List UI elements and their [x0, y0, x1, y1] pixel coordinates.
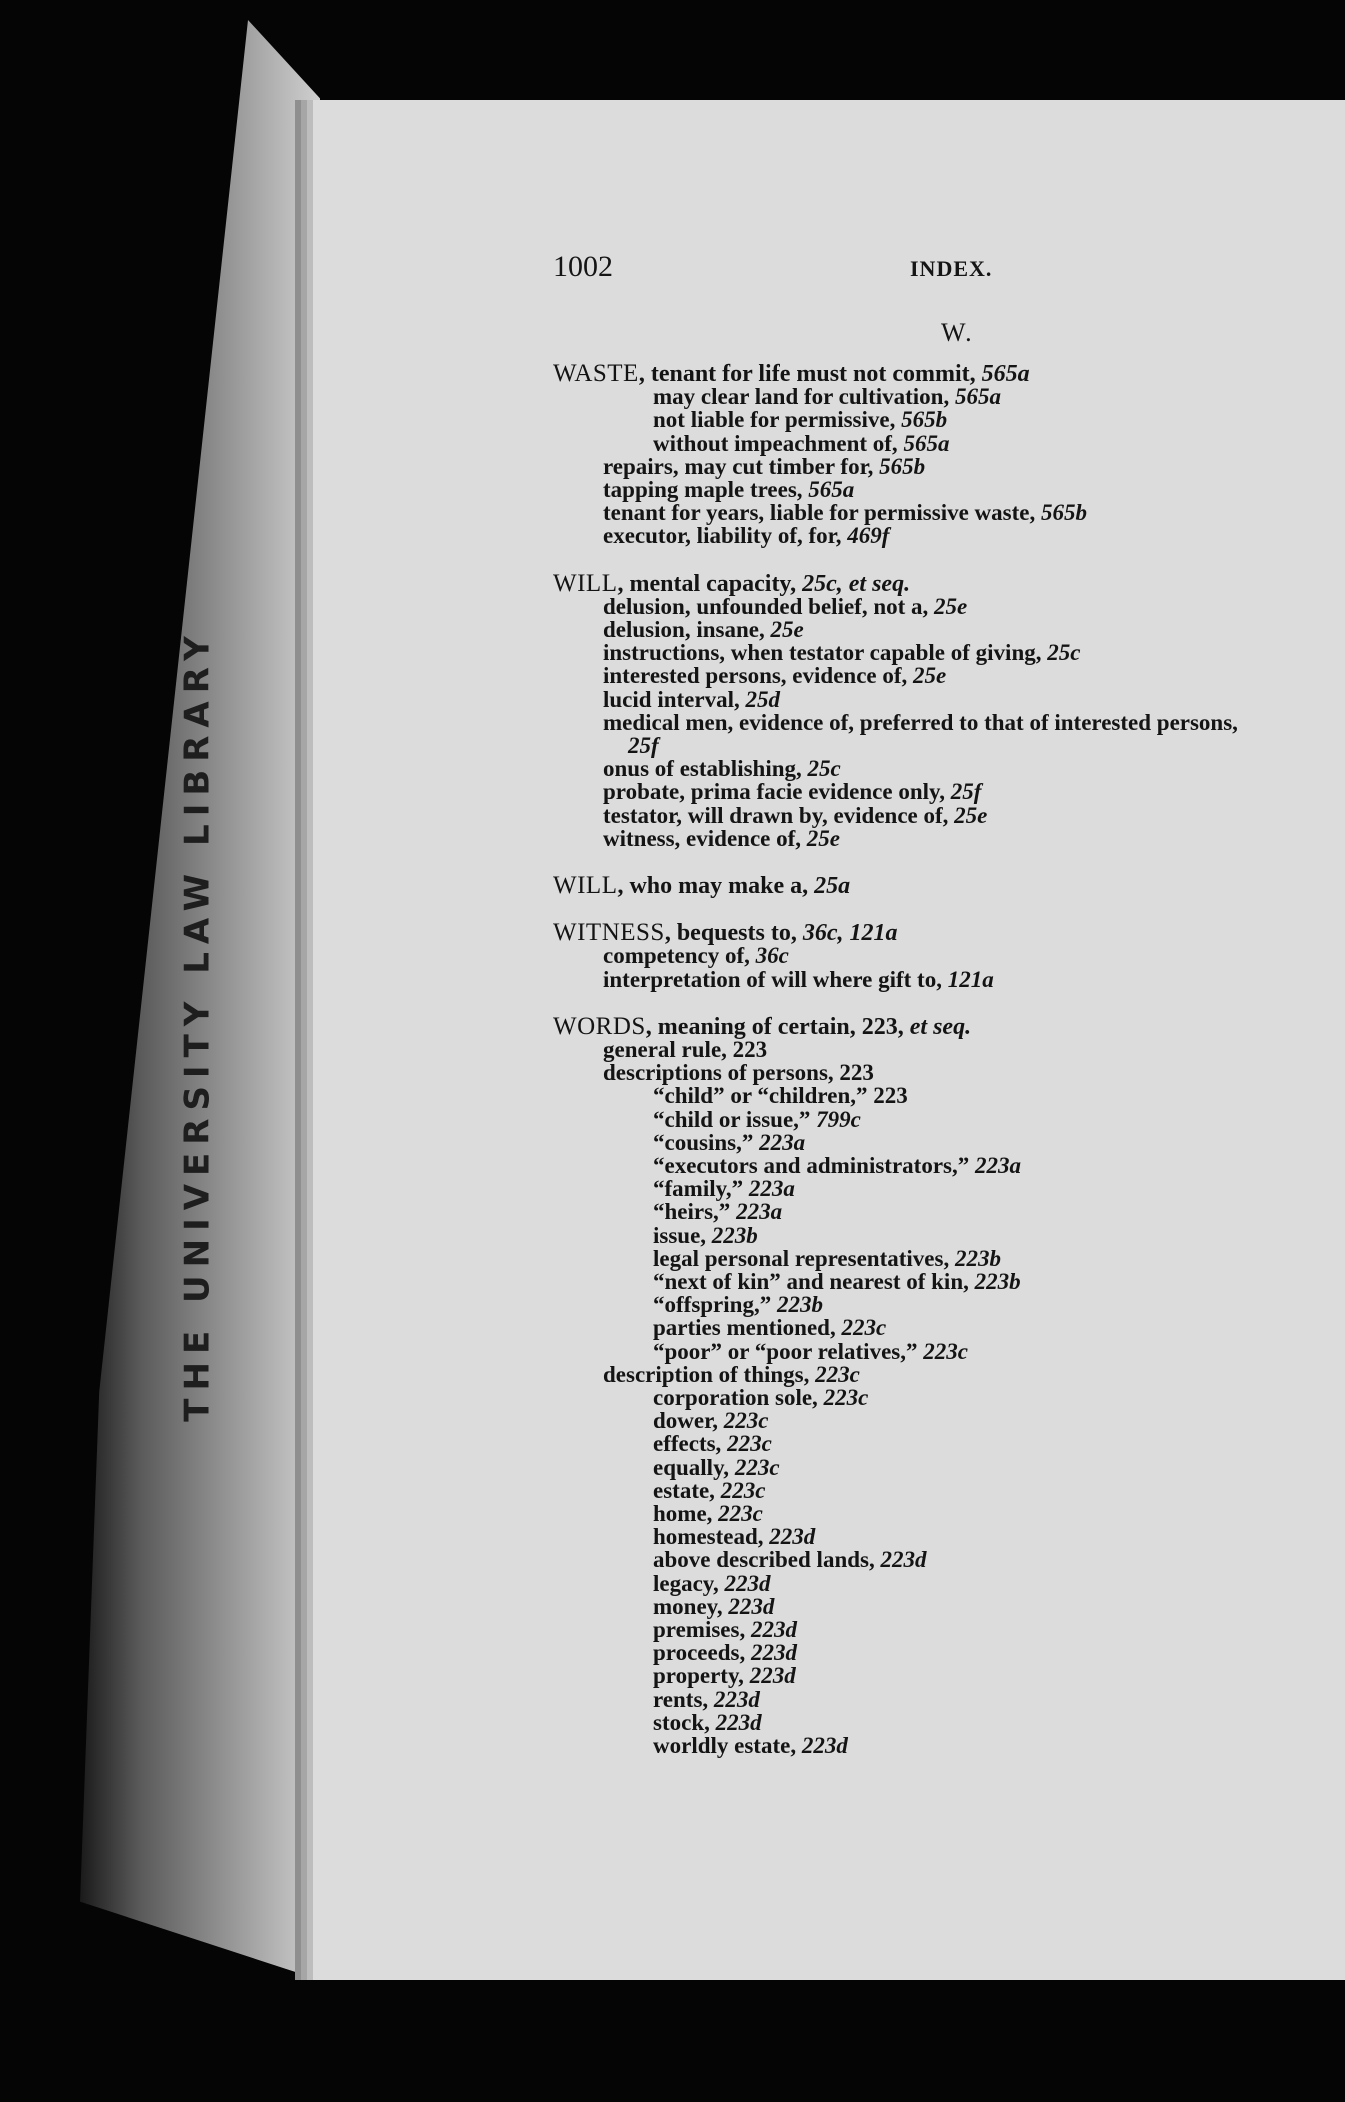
index-entry-text: “executors and administrators,”: [653, 1153, 975, 1178]
index-entry-text: “child” or “children,” 223: [653, 1083, 908, 1109]
index-page-reference: 25e: [954, 802, 988, 828]
index-page-reference: 223c: [718, 1501, 763, 1526]
index-page-reference: 25c: [807, 756, 841, 782]
index-entry-text: “poor” or “poor relatives,”: [653, 1338, 924, 1364]
index-subentry-line: [653, 1154, 1021, 1178]
library-stamp: [178, 628, 219, 1422]
index-entry-text: medical men, evidence of, preferred to that of interested persons,: [603, 709, 1238, 735]
index-entry-text: estate,: [653, 1477, 721, 1503]
index-entry-text: general rule, 223: [603, 1037, 768, 1062]
index-subentry-line: [653, 1316, 886, 1340]
index-headword: WASTE: [553, 360, 639, 387]
index-subentry-line: [653, 1340, 968, 1364]
index-entry-text: parties mentioned,: [653, 1315, 842, 1341]
index-subentry-line: [603, 757, 841, 781]
index-headword-line: [553, 921, 898, 945]
index-page: [313, 100, 1345, 1980]
index-entry-text: tenant for years, liable for permissive waste,: [603, 500, 1041, 526]
index-subentry-line: [653, 1224, 758, 1248]
index-page-reference: 469f: [847, 523, 890, 549]
index-entry-text: executor, liability of, for,: [603, 523, 848, 549]
index-entry-text: home,: [653, 1501, 719, 1526]
index-page-reference: 223d: [724, 1570, 771, 1596]
index-entry-text: , who may make a,: [617, 873, 815, 899]
index-page-reference: 223c: [723, 1408, 769, 1434]
index-page-reference: 223c: [841, 1315, 887, 1341]
index-entry-text: stock,: [653, 1709, 716, 1735]
index-subentry-line: [653, 432, 949, 456]
index-entry-text: “cousins,”: [653, 1129, 760, 1155]
index-entry-text: above described lands,: [653, 1547, 881, 1573]
index-page-reference: 25f: [628, 733, 659, 758]
index-page-reference: 223d: [749, 1663, 796, 1689]
index-subentry-line: [603, 478, 854, 502]
index-page-reference: 565a: [954, 384, 1001, 410]
index-page-reference: 223c: [823, 1385, 869, 1410]
index-page-reference: 223a: [974, 1153, 1021, 1178]
index-entry-text: , bequests to,: [664, 920, 803, 947]
index-subentry-line: [603, 711, 1238, 735]
index-subentry-line: [653, 1432, 772, 1456]
index-entry-text: “offspring,”: [653, 1292, 777, 1318]
index-subentry-line: [653, 1548, 926, 1572]
index-page-reference: 799c: [816, 1106, 861, 1132]
index-entry-text: legal personal representatives,: [653, 1245, 955, 1271]
index-page-reference: 565b: [879, 453, 926, 479]
index-subentry-line: [653, 1409, 768, 1433]
index-page-reference: 223c: [720, 1477, 766, 1503]
index-entry-text: tapping maple trees,: [603, 477, 809, 502]
index-entry-text: instructions, when testator capable of giving,: [603, 640, 1048, 666]
index-subentry-line: [653, 1502, 763, 1526]
index-page-reference: 223d: [750, 1640, 797, 1666]
index-subentry-line: [653, 1711, 762, 1735]
index-entry-text: delusion, insane,: [603, 617, 771, 642]
index-subentry-line: [653, 1618, 797, 1642]
index-subentry-line: [603, 641, 1080, 665]
index-entry-text: competency of,: [603, 943, 756, 969]
index-headword: WORDS: [553, 1012, 646, 1040]
index-subentry-line: [653, 1641, 797, 1665]
index-page-reference: 565b: [1041, 500, 1087, 526]
index-entry-text: interested persons, evidence of,: [603, 663, 914, 689]
index-page-reference: 25e: [806, 825, 840, 851]
index-subentry-line: [653, 1595, 774, 1619]
index-subentry-line: [603, 804, 987, 828]
index-page-reference: 565a: [981, 361, 1030, 387]
index-subentry-line: [653, 1479, 765, 1503]
index-page-reference: et seq.: [909, 1013, 972, 1040]
index-subentry-line: [628, 734, 659, 758]
index-entry-text: repairs, may cut timber for,: [603, 453, 880, 479]
index-subentry-line: [653, 1131, 805, 1155]
index-headword-line: [553, 1012, 972, 1040]
index-page-reference: 565a: [903, 430, 950, 456]
index-entry-text: delusion, unfounded belief, not a,: [603, 593, 935, 619]
index-entry-text: equally,: [653, 1454, 735, 1480]
index-subentry-line: [603, 827, 840, 851]
index-entry-text: without impeachment of,: [653, 430, 904, 456]
index-subentry-line: [603, 455, 925, 479]
index-subentry-line: [603, 618, 804, 642]
index-entry-text: onus of establishing,: [603, 756, 808, 782]
index-subentry-line: [603, 524, 889, 548]
index-subentry-line: [603, 501, 1087, 525]
index-page-reference: 223c: [815, 1361, 860, 1387]
index-subentry-line: [603, 944, 789, 968]
index-entry-text: descriptions of persons, 223: [603, 1060, 874, 1086]
index-page-reference: 25f: [950, 779, 982, 805]
index-subentry-line: [653, 1108, 861, 1132]
index-subentry-line: [653, 408, 947, 432]
index-entry-text: rents,: [653, 1686, 714, 1712]
index-entry-text: witness, evidence of,: [603, 825, 807, 851]
index-headword-line: [553, 362, 1030, 386]
index-page-reference: 223d: [750, 1617, 797, 1642]
index-subentry-line: [653, 1177, 795, 1201]
index-entry-text: probate, prima facie evidence only,: [603, 779, 951, 805]
index-subentry-line: [653, 1456, 780, 1480]
index-entry-text: worldly estate,: [653, 1733, 802, 1758]
index-subentry-line: [603, 1061, 874, 1085]
running-head: INDEX.: [910, 256, 993, 281]
index-headword-line: [553, 874, 850, 898]
index-subentry-line: [603, 595, 967, 619]
index-subentry-line: [653, 1293, 823, 1317]
index-page-reference: 223d: [715, 1709, 762, 1735]
index-headword: WILL: [553, 569, 618, 597]
index-entry-text: testator, will drawn by, evidence of,: [603, 802, 955, 828]
index-entry-text: , tenant for life must not commit,: [638, 361, 982, 387]
index-entry-text: “family,”: [653, 1176, 749, 1202]
index-page-reference: 223a: [748, 1176, 795, 1202]
index-headword: WILL: [553, 872, 618, 899]
index-page-reference: 223b: [974, 1269, 1021, 1294]
index-headword-line: [553, 569, 911, 597]
index-page-reference: 223d: [728, 1593, 775, 1619]
index-entry-text: effects,: [653, 1431, 728, 1457]
index-subentry-line: [603, 688, 780, 712]
index-page-reference: 25c: [1047, 640, 1081, 666]
index-entry-text: not liable for permissive,: [653, 407, 902, 433]
index-entry-text: premises,: [653, 1617, 751, 1642]
index-page-reference: 223b: [711, 1222, 758, 1248]
index-subentry-line: [653, 1664, 796, 1688]
index-page-reference: 25d: [745, 686, 780, 712]
index-headword: WITNESS: [553, 919, 665, 947]
index-page-reference: 223c: [734, 1454, 780, 1480]
index-entry-text: “child or issue,”: [653, 1106, 817, 1132]
index-entry-text: “next of kin” and nearest of kin,: [653, 1269, 975, 1294]
index-page-reference: 223d: [880, 1547, 927, 1573]
index-entry-text: “heirs,”: [653, 1199, 737, 1225]
index-page-reference: 223c: [727, 1431, 772, 1457]
index-page-reference: 223a: [736, 1199, 783, 1225]
index-page-reference: 25e: [934, 593, 968, 619]
index-page-reference: 223d: [713, 1686, 760, 1712]
index-page-reference: 223a: [759, 1129, 806, 1155]
index-entry-text: legacy,: [653, 1570, 725, 1596]
index-subentry-line: [653, 385, 1001, 409]
page-number: 1002: [553, 250, 613, 283]
index-subentry-line: [603, 1363, 860, 1387]
index-entry-text: homestead,: [653, 1524, 770, 1550]
index-entry-text: , meaning of certain, 223,: [645, 1013, 910, 1040]
index-entry-text: dower,: [653, 1408, 724, 1434]
index-subentry-line: [603, 780, 981, 804]
index-entries: [313, 100, 1345, 1980]
index-entry-text: lucid interval,: [603, 686, 746, 712]
index-subentry-line: [653, 1688, 760, 1712]
index-entry-text: corporation sole,: [653, 1385, 824, 1410]
index-entry-text: proceeds,: [653, 1640, 751, 1666]
library-stamp-text: THE UNIVERSITY LAW LIBRARY: [178, 628, 219, 1422]
index-page-reference: 223b: [776, 1292, 823, 1318]
index-page-reference: 565a: [808, 477, 855, 502]
index-page-reference: 25e: [770, 617, 804, 642]
index-page-reference: 25a: [814, 873, 851, 899]
index-entry-text: may clear land for cultivation,: [653, 384, 955, 410]
index-subentry-line: [653, 1386, 868, 1410]
index-subentry-line: [603, 664, 946, 688]
index-subentry-line: [603, 968, 994, 992]
index-entry-text: money,: [653, 1593, 729, 1619]
index-page-reference: 36c: [802, 920, 838, 947]
index-entry-text: property,: [653, 1663, 750, 1689]
index-page-reference: 121a: [947, 966, 994, 992]
index-entry-text: description of things,: [603, 1361, 816, 1387]
index-page-reference: 36c: [755, 943, 789, 969]
index-page-reference: 223c: [923, 1338, 968, 1364]
index-entry-text: interpretation of will where gift to,: [603, 966, 948, 992]
index-subentry-line: [653, 1247, 1001, 1271]
index-subentry-line: [653, 1572, 771, 1596]
index-page-reference: 223b: [954, 1245, 1001, 1271]
index-subentry-line: [653, 1084, 908, 1108]
index-subentry-line: [653, 1525, 815, 1549]
index-subentry-line: [653, 1270, 1021, 1294]
index-page-reference: 565b: [901, 407, 948, 433]
index-subentry-line: [653, 1734, 848, 1758]
index-page-reference: 223d: [769, 1524, 816, 1550]
index-page-reference: 223d: [801, 1733, 848, 1758]
index-page-reference-extra: , 121a: [837, 920, 898, 947]
index-entry-text: issue,: [653, 1222, 712, 1248]
index-entry-text: , mental capacity,: [617, 570, 803, 597]
section-letter: W.: [941, 318, 974, 347]
index-page-reference: 25e: [913, 663, 947, 689]
index-subentry-line: [653, 1200, 782, 1224]
index-page-reference: 25c, et seq.: [802, 570, 911, 597]
index-subentry-line: [603, 1038, 767, 1062]
